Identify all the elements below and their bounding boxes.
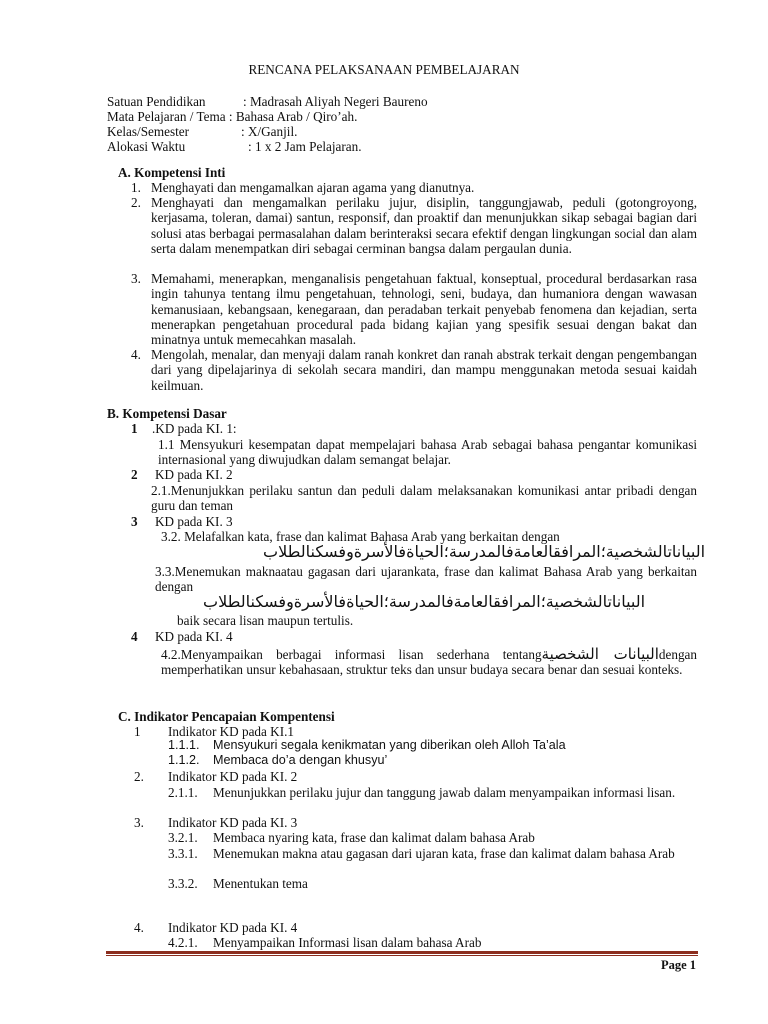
ki-text: Memahami, menerapkan, menganalisis pengetahuan faktual, konseptual, procedural berdasarkan rasa ingin tahunya tentang ilmu pengetahuan, tehnologi, seni, budaya, dan humaniora dengan wawasan kemanusiaan, kebangsaan, kenegaraan, dan peradaban terkait penyebab fenomena dan kejadian, serta menerapkan pengetahuan procedural pada bidang kajian yang spesifik sesuai dengan bakat dan minatnya untuk memecahkan masalah. xyxy=(151,271,697,348)
kd-number: 1 xyxy=(131,421,138,436)
indicator-text: Mensyukuri segala kenikmatan yang diberikan oleh Alloh Ta’ala xyxy=(213,738,566,752)
identity-row xyxy=(107,139,362,154)
page-title: RENCANA PELAKSANAAN PEMBELAJARAN xyxy=(248,62,520,77)
footer-rule-thin xyxy=(106,955,698,956)
section-a-heading: A. Kompetensi Inti xyxy=(118,165,226,180)
identity-label: Mata Pelajaran / Tema xyxy=(107,109,226,124)
kd-number: 2 xyxy=(131,467,138,482)
indicator-text: Membaca nyaring kata, frase dan kalimat dalam bahasa Arab xyxy=(213,830,535,845)
indicator-number: 4. xyxy=(134,920,144,935)
identity-label: Alokasi Waktu xyxy=(107,139,186,154)
kd-label: KD pada KI. 2 xyxy=(155,467,233,482)
ki-number: 4. xyxy=(131,347,141,362)
kd-number: 3 xyxy=(131,514,138,529)
ki-text: Mengolah, menalar, dan menyaji dalam ranah konkret dan ranah abstrak terkait dengan pengembangan dari yang dipelajarinya di sekolah secara mandiri, dan mampu menggunakan metoda sesuai kaidah keilmuan. xyxy=(151,347,697,393)
kd-number: 4 xyxy=(131,629,138,644)
indicator-code: 1.1.2. xyxy=(168,753,200,767)
section-b-heading: B. Kompetensi Dasar xyxy=(107,406,227,421)
indicator-code: 3.3.1. xyxy=(168,846,198,861)
identity-row xyxy=(107,109,357,124)
kd-label: .KD pada KI. 1: xyxy=(152,421,237,436)
kd-text xyxy=(158,437,697,468)
ki-number: 3. xyxy=(131,271,141,286)
indicator-label: Indikator KD pada KI. 3 xyxy=(168,815,298,830)
ki-text: Menghayati dan mengamalkan ajaran agama yang dianutnya. xyxy=(151,180,475,195)
ki-number: 1. xyxy=(131,180,141,195)
kd-3-3-text-end: baik secara lisan maupun tertulis. xyxy=(177,613,354,628)
indicator-code: 2.1.1. xyxy=(168,785,198,800)
identity-row xyxy=(107,124,297,139)
kd-3-3-text: 3.3.Menemukan maknaatau gagasan dari ujarankata, frase dan kalimat Bahasa Arab yang berkaitan dengan xyxy=(155,564,697,595)
ki-number: 2. xyxy=(131,195,141,210)
indicator-label: Indikator KD pada KI. 2 xyxy=(168,769,298,784)
kd-4-2-text xyxy=(161,647,697,678)
identity-value: : Bahasa Arab / Qiro’ah. xyxy=(228,109,358,124)
identity-value: : X/Ganjil. xyxy=(241,124,298,139)
page-number: Page 1 xyxy=(660,958,696,972)
indicator-code: 4.2.1. xyxy=(168,935,198,950)
kd-4-2-text-start: 4.2.Menyampaikan berbagai informasi lisan sederhana tentang xyxy=(161,647,542,662)
identity-label: Satuan Pendidikan xyxy=(107,94,206,109)
arabic-personal-data: البيانات الشخصية xyxy=(541,645,659,663)
indicator-label: Indikator KD pada KI. 4 xyxy=(168,920,298,935)
arabic-topics: البياناتالشخصية؛المرافقالعامةفالمدرسة؛الحياةفالأسرةوفسكنالطلاب xyxy=(203,592,646,611)
kd-label: KD pada KI. 3 xyxy=(155,514,233,529)
kd-4-2-text-end: dengan memperhatikan unsur kebahasaan, struktur teks dan unsur budaya secara benar dan sesuai konteks. xyxy=(161,647,697,678)
footer-rule xyxy=(106,951,698,954)
indicator-code: 1.1.1. xyxy=(168,738,200,752)
identity-value: : Madrasah Aliyah Negeri Baureno xyxy=(243,94,428,109)
kd-label: KD pada KI. 4 xyxy=(155,629,233,644)
kd-3-2-text: 3.2. Melafalkan kata, frase dan kalimat Bahasa Arab yang berkaitan dengan xyxy=(161,529,560,544)
kd-1-1-text: 1.1 Mensyukuri kesempatan dapat mempelajari bahasa Arab sebagai bahasa pengantar komunikasi internasional yang diwujudkan dalam semangat belajar. xyxy=(158,437,697,468)
indicator-number: 3. xyxy=(134,815,144,830)
indicator-code: 3.3.2. xyxy=(168,876,198,891)
indicator-text: Menyampaikan Informasi lisan dalam bahasa Arab xyxy=(213,935,482,950)
indicator-number: 1 xyxy=(134,724,141,739)
identity-value: : 1 x 2 Jam Pelajaran. xyxy=(248,139,362,154)
arabic-topics: البياناتالشخصية؛المرافقالعامةفالمدرسة؛الحياةفالأسرةوفسكنالطلاب xyxy=(263,542,706,561)
indicator-text: Membaca do’a dengan khusyu’ xyxy=(213,753,388,767)
ki-text: Menghayati dan mengamalkan perilaku jujur, disiplin, tanggungjawab, peduli (gotongroyong, kerjasama, toleran, damai) santun, responsif, dan proaktif dan menunjukkan sikap sebagai bagian dari solusi atas berbagai permasalahan dalam berinteraksi secara efektif dengan lingkungan social dan alam serta dalam menempatkan diri sebagai cerminan bangsa dalam pergaulan dunia. xyxy=(151,195,697,256)
indicator-label: Indikator KD pada KI.1 xyxy=(168,724,294,739)
identity-row xyxy=(107,94,428,109)
indicator-number: 2. xyxy=(134,769,144,784)
indicator-text: Menentukan tema xyxy=(213,876,308,891)
indicator-text: Menunjukkan perilaku jujur dan tanggung jawab dalam menyampaikan informasi lisan. xyxy=(213,785,676,800)
indicator-code: 3.2.1. xyxy=(168,830,198,845)
section-c-heading: C. Indikator Pencapaian Kompentensi xyxy=(118,709,335,724)
indicator-text: Menemukan makna atau gagasan dari ujaran kata, frase dan kalimat dalam bahasa Arab xyxy=(213,846,675,861)
kd-text: 2.1.Menunjukkan perilaku santun dan peduli dalam melaksanakan komunikasi antar pribadi dengan guru dan teman xyxy=(151,483,697,514)
identity-label: Kelas/Semester xyxy=(107,124,190,139)
